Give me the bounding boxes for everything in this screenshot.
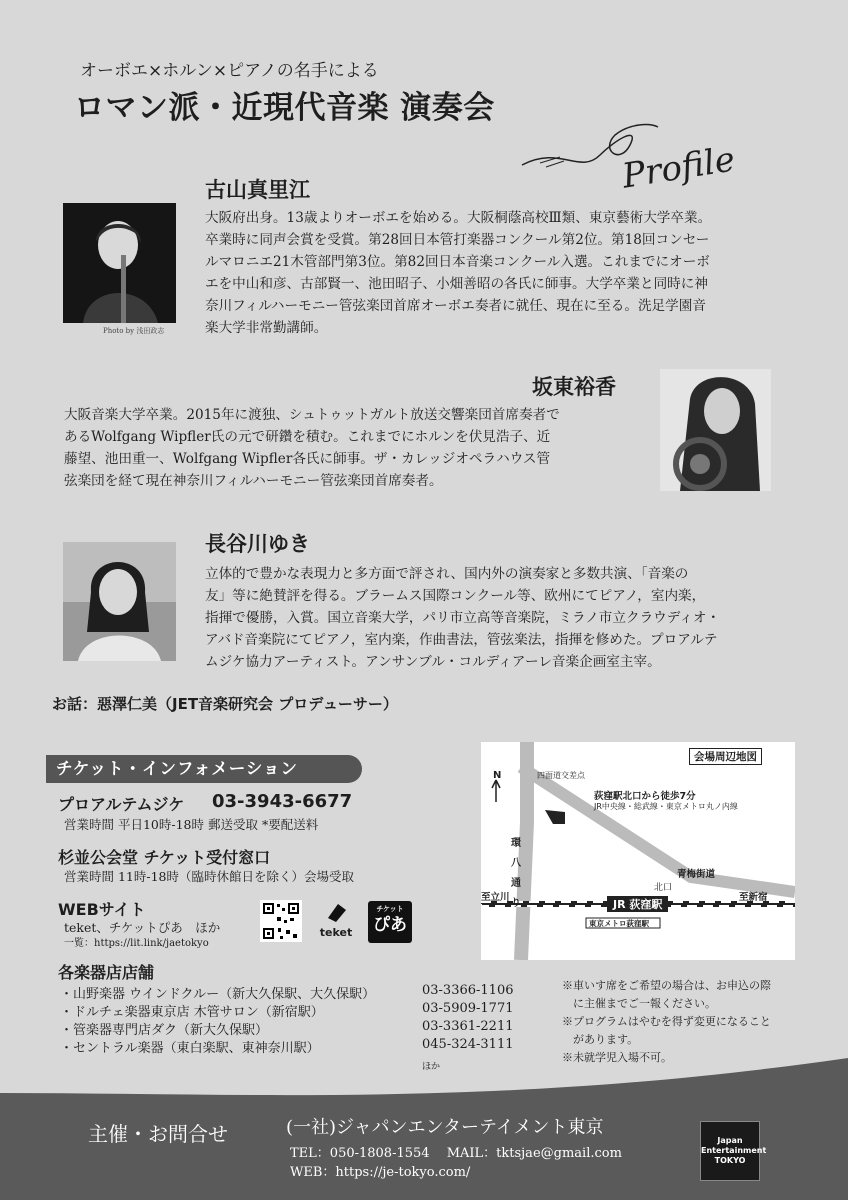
bio-line: 大阪府出身。13歳よりオーボエを始める。大阪桐蔭高校Ⅲ類、東京藝術大学卒業。 xyxy=(205,210,712,226)
shop-phone[interactable]: 03-3366-1106 xyxy=(422,983,514,998)
bio-line: エを中山和彦、古部賢一、池田昭子、小畑善昭の各氏に師事。大学卒業と同時に神 xyxy=(205,276,708,292)
proarte-hours: 営業時間 平日10時-18時 郵送受取 *要配送料 xyxy=(64,817,319,832)
logo-line: Entertainment xyxy=(701,1146,767,1155)
teket-icon xyxy=(324,902,348,922)
footer-organizer: (一社)ジャパンエンターテイメント東京 xyxy=(286,1117,604,1138)
pia-logo xyxy=(368,901,412,943)
shop-name: ・管楽器専門店ダク（新大久保駅） xyxy=(60,1023,269,1038)
web-list: teket、チケットぴあ ほか xyxy=(64,920,221,935)
bio-line: ムジケ協力アーティスト。アンサンブル・コルディアーレ音楽企画室主宰。 xyxy=(205,654,661,670)
performer-bio-furuyama xyxy=(205,207,795,339)
venue-map xyxy=(481,742,795,960)
note-line: があります。 xyxy=(562,1033,639,1046)
suginami-name: 杉並公会堂 チケット受付窓口 xyxy=(58,848,271,867)
performer-photo-bando xyxy=(660,369,771,491)
profile-heading: Profile xyxy=(619,139,738,197)
bio-line: 奈川フィルハーモニー管弦楽団首席オーボエ奏者に就任、現在に至る。洗足学園音 xyxy=(205,298,706,314)
web-link[interactable]: 一覧：https://lit.link/jaetokyo xyxy=(64,938,209,949)
bio-line: 弦楽団を経て現在神奈川フィルハーモニー管弦楽団首席奏者。 xyxy=(64,473,443,489)
shops-more: ほか xyxy=(422,1062,441,1072)
pia-logo-small: チケット xyxy=(376,905,404,913)
bio-line: 友」等に絶賛評を得る。ブラームス国際コンクール等、欧州にてピアノ，室内楽， xyxy=(205,588,706,604)
shop-phone[interactable]: 045-324-3111 xyxy=(422,1037,514,1052)
subtitle: オーボエ×ホルン×ピアノの名手による xyxy=(80,61,379,81)
note-line: ※プログラムはやむを得ず変更になること xyxy=(562,1015,771,1028)
bio-line: 指揮で優勝，入賞。国立音楽大学，パリ市立高等音楽院，ミラノ市立クラウディオ・ xyxy=(205,610,721,626)
map-kan8-char: 通 xyxy=(511,878,521,889)
map-kan8 xyxy=(511,834,523,914)
map-jr-station: JR 荻窪駅 xyxy=(607,896,668,912)
map-ome-kaido: 青梅街道 xyxy=(677,869,716,880)
shop-phone[interactable]: 03-3361-2211 xyxy=(422,1019,514,1034)
qr-code-icon[interactable] xyxy=(260,900,302,942)
map-to-shinjuku: 至新宿 xyxy=(739,892,768,903)
shop-name: ・ドルチェ楽器東京店 木管サロン（新宿駅） xyxy=(60,1005,324,1020)
footer-contact[interactable]: TEL：050-1808-1554 MAIL：tktsjae@gmail.com xyxy=(290,1146,622,1161)
performer-name-hasegawa: 長谷川ゆき xyxy=(205,532,310,556)
bio-line: アバド音楽院にてピアノ，室内楽，作曲書法，管弦楽法，指揮を修めた。プロアルテ xyxy=(205,632,718,648)
bio-line: 卒業時に同声会賞を受賞。第28回日本管打楽器コンクール第2位。第18回コンセー xyxy=(205,232,710,248)
page-title: ロマン派・近現代音楽 演奏会 xyxy=(74,90,495,126)
map-title: 会場周辺地図 xyxy=(689,748,762,765)
footer-label: 主催・お問合せ xyxy=(88,1122,228,1146)
performer-name-furuyama: 古山真里江 xyxy=(205,178,310,202)
map-lines: JR中央線・総武線・東京メトロ丸ノ内線 xyxy=(594,802,738,811)
shop-name: ・山野楽器 ウインドクルー（新大久保駅、大久保駅） xyxy=(60,987,376,1002)
performer-bio-hasegawa xyxy=(205,563,795,673)
map-to-tachikawa: 至立川 xyxy=(481,892,510,903)
teket-logo xyxy=(318,902,354,942)
map-kitaguchi: 北口 xyxy=(654,883,673,893)
bio-line: 藤望、池田重一、Wolfgang Wipfler各氏に師事。ザ・カレッジオペラハウス管 xyxy=(64,451,551,467)
performer-photo-furuyama xyxy=(63,203,176,323)
proarte-name: プロアルテムジケ xyxy=(58,795,185,814)
shop-phone[interactable]: 03-5909-1771 xyxy=(422,1001,514,1016)
map-kan8-char: 環 xyxy=(511,838,521,849)
performer-name-bando: 坂東裕香 xyxy=(532,375,616,399)
bio-line: 大阪音楽大学卒業。2015年に渡独、シュトゥットガルト放送交響楽団首席奏者で xyxy=(64,407,560,423)
note-line: ※未就学児入場不可。 xyxy=(562,1051,672,1064)
suginami-hours: 営業時間 11時-18時（臨時休館日を除く）会場受取 xyxy=(64,869,355,884)
organizer-logo xyxy=(700,1121,767,1181)
map-metro-station: 東京メトロ荻窪駅 xyxy=(589,919,649,928)
bio-line: 立体的で豊かな表現力と多方面で評され、国内外の演奏家と多数共演、「音楽の xyxy=(205,566,689,582)
logo-line: Japan xyxy=(717,1136,743,1145)
map-north: N xyxy=(493,770,502,781)
performer-photo-hasegawa xyxy=(63,542,176,661)
map-kan8-char: 八 xyxy=(511,858,521,869)
bio-line: 楽大学非常勤講師。 xyxy=(205,320,328,336)
note-line: に主催までご一報ください。 xyxy=(562,997,716,1010)
map-intersection: 四面道交差点 xyxy=(537,771,585,780)
note-line: ※車いす席をご希望の場合は、お申込の際 xyxy=(562,979,771,992)
talk-credit: お話：惡澤仁美（JET音楽研究会 プロデューサー） xyxy=(52,695,398,713)
teket-logo-text: teket xyxy=(319,926,353,939)
bio-line: あるWolfgang Wipfler氏の元で研鑽を積む。これまでにホルンを伏見浩子、近 xyxy=(64,429,551,445)
map-kan8-char: り xyxy=(511,898,521,909)
web-label: WEBサイト xyxy=(58,900,146,919)
ticket-info-header: チケット・インフォメーション xyxy=(46,755,362,783)
logo-line: TOKYO xyxy=(714,1156,746,1165)
proarte-phone[interactable]: 03-3943-6677 xyxy=(212,791,353,812)
bio-line: ルマロニエ21木管部門第3位。第82回日本音楽コンクール入選。これまでにオーボ xyxy=(205,254,710,270)
pia-logo-text: ぴあ xyxy=(373,915,407,935)
map-walk: 荻窪駅北口から徒歩7分 xyxy=(594,791,696,802)
photo-credit: Photo by 浅田政志 xyxy=(103,327,165,335)
performer-bio-bando xyxy=(64,404,644,492)
footer-web[interactable]: WEB：https://je-tokyo.com/ xyxy=(290,1165,471,1180)
shop-name: ・セントラル楽器（東白楽駅、東神奈川駅） xyxy=(60,1041,320,1056)
shops-label: 各楽器店店舗 xyxy=(58,963,155,982)
